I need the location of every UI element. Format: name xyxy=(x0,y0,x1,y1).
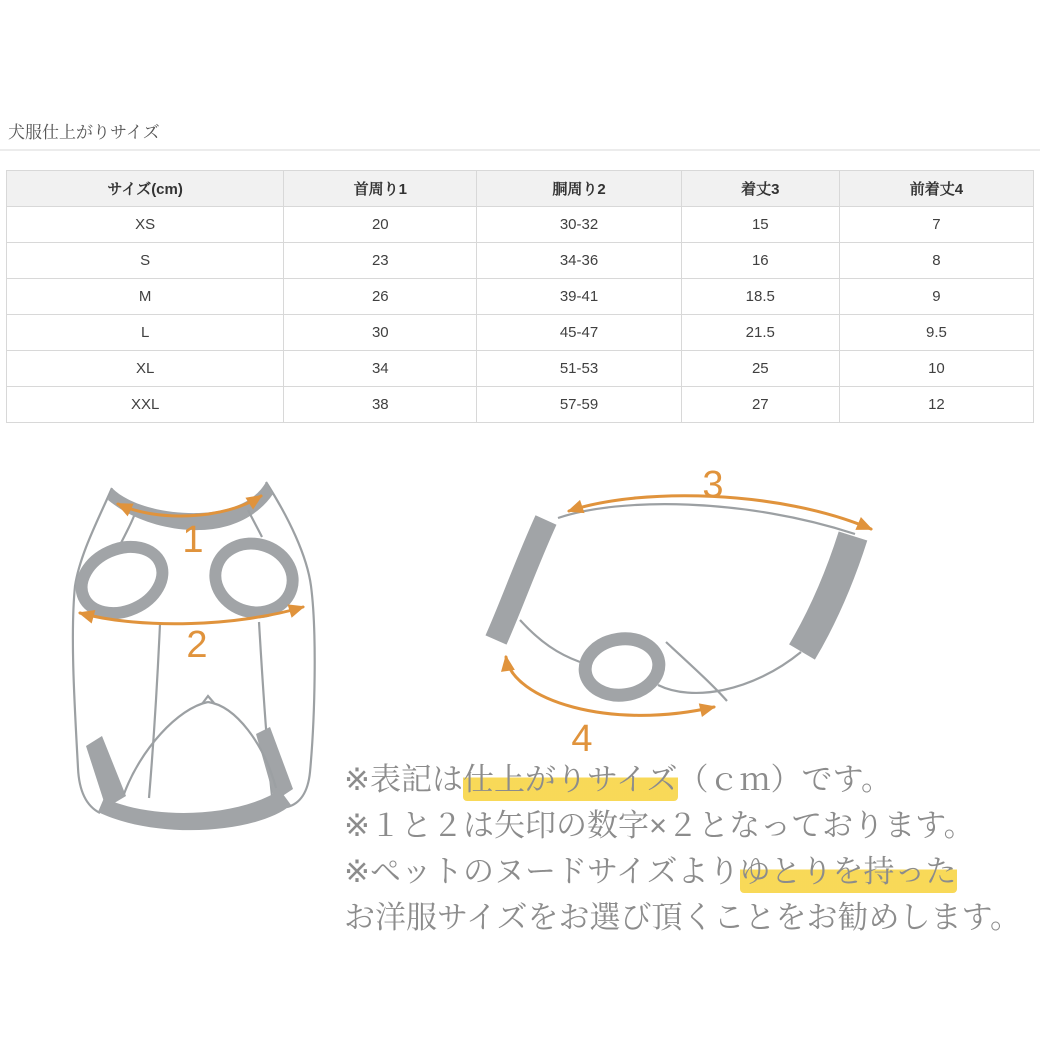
title-divider xyxy=(0,149,1040,151)
note-line-4: お洋服サイズをお選び頂くことをお勧めします。 xyxy=(344,900,1022,935)
table-cell: 9.5 xyxy=(839,315,1033,351)
table-row-xl xyxy=(7,351,1034,387)
table-cell: 30 xyxy=(284,315,477,351)
seam-line xyxy=(248,510,262,537)
table-cell: M xyxy=(7,279,284,315)
leg-hole xyxy=(581,634,662,700)
table-cell: 23 xyxy=(284,243,477,279)
highlight-finished-size: 仕上がりサイズ xyxy=(463,762,678,801)
table-cell: 9 xyxy=(839,279,1033,315)
col-header-back-length: 着丈3 xyxy=(681,171,839,207)
table-row-s xyxy=(7,243,1034,279)
col-header-size: サイズ(cm) xyxy=(7,171,284,207)
table-cell: XS xyxy=(7,207,284,243)
table-cell: 7 xyxy=(839,207,1033,243)
seam-line xyxy=(149,624,160,798)
back-length-number: 3 xyxy=(702,464,724,506)
table-row-l xyxy=(7,315,1034,351)
table-cell: 26 xyxy=(284,279,477,315)
side-view-diagram xyxy=(470,440,910,770)
note-text: ※表記は xyxy=(344,762,463,797)
table-cell: 25 xyxy=(681,351,839,387)
table-cell: 20 xyxy=(284,207,477,243)
table-cell: 16 xyxy=(681,243,839,279)
table-header-row xyxy=(7,171,1034,207)
col-header-girth: 胴周り2 xyxy=(477,171,681,207)
table-cell: 18.5 xyxy=(681,279,839,315)
table-cell: S xyxy=(7,243,284,279)
neck-measure-number: 1 xyxy=(182,519,204,561)
table-cell: L xyxy=(7,315,284,351)
note-line-3 xyxy=(344,849,1040,895)
table-cell: 21.5 xyxy=(681,315,839,351)
hem-band xyxy=(802,536,853,652)
table-cell: 51-53 xyxy=(477,351,681,387)
table-row-xxl xyxy=(7,387,1034,423)
hem-band xyxy=(98,790,291,830)
note-text: （ｃｍ）です。 xyxy=(677,762,893,797)
table-cell: 39-41 xyxy=(477,279,681,315)
highlight-ease: ゆとりを持った xyxy=(740,854,957,893)
table-cell: 34-36 xyxy=(477,243,681,279)
table-row-xs xyxy=(7,207,1034,243)
table-cell: XXL xyxy=(7,387,284,423)
tail-flap-edge xyxy=(124,702,208,794)
table-cell: 12 xyxy=(839,387,1033,423)
table-cell: 45-47 xyxy=(477,315,681,351)
note-line-2: ※１と２は矢印の数字×２となっております。 xyxy=(344,808,975,843)
hem-strap-right xyxy=(256,727,293,801)
table-row-m xyxy=(7,279,1034,315)
note-line-1 xyxy=(344,757,1040,803)
hem-strap-left xyxy=(86,736,126,808)
front-length-number: 4 xyxy=(571,718,593,760)
table-cell: 10 xyxy=(839,351,1033,387)
table-cell: 27 xyxy=(681,387,839,423)
table-cell: 38 xyxy=(284,387,477,423)
table-cell: 30-32 xyxy=(477,207,681,243)
table-cell: 8 xyxy=(839,243,1033,279)
front-view-diagram xyxy=(60,450,360,870)
table-cell: 15 xyxy=(681,207,839,243)
page-title: 犬服仕上がりサイズ xyxy=(8,123,160,142)
col-header-front-length: 前着丈4 xyxy=(839,171,1033,207)
chest-measure-number: 2 xyxy=(186,624,208,666)
seam-line xyxy=(121,516,134,543)
belly-outline xyxy=(658,652,801,693)
table-cell: 34 xyxy=(284,351,477,387)
col-header-neck: 首周り1 xyxy=(284,171,477,207)
table-cell: 57-59 xyxy=(477,387,681,423)
note-text: ※ペットのヌードサイズより xyxy=(344,854,740,889)
front-length-arrow xyxy=(506,657,714,715)
notes-block xyxy=(344,757,1040,941)
belly-outline xyxy=(520,620,580,662)
table-cell: XL xyxy=(7,351,284,387)
size-table xyxy=(6,170,1034,423)
leg-hole-right xyxy=(207,535,301,622)
